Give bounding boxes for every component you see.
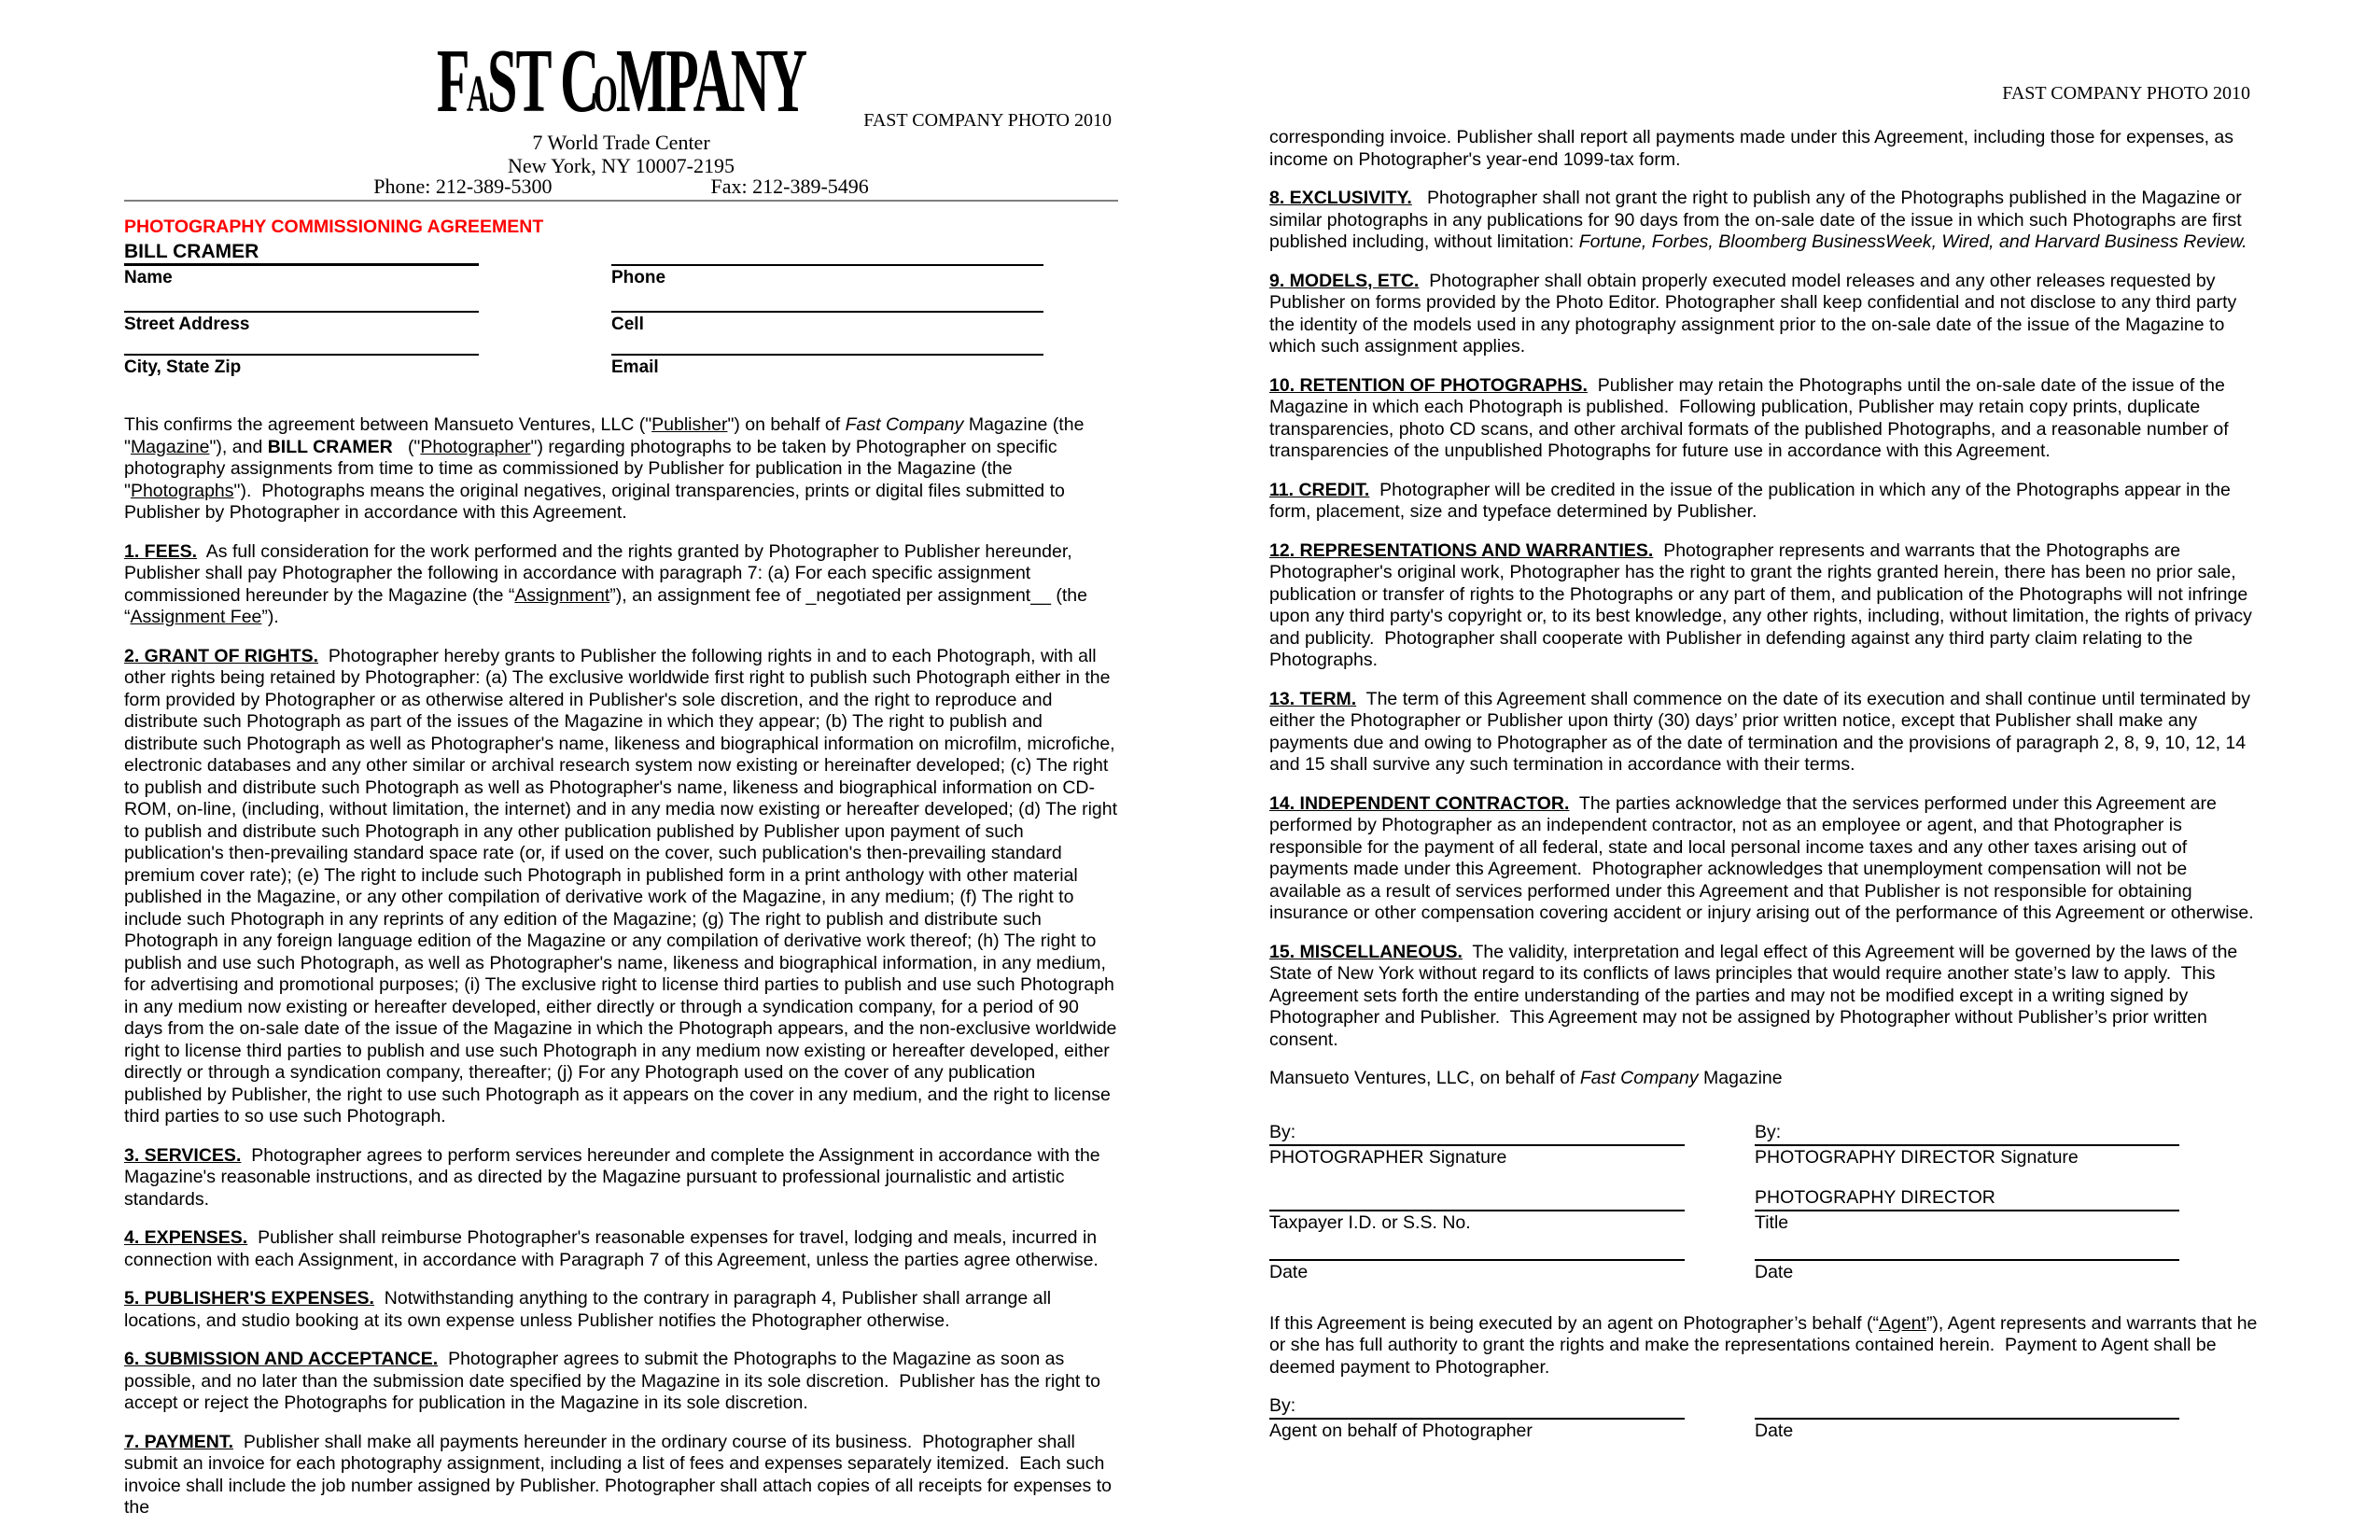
section-7-continuation: corresponding invoice. Publisher shall report all payments made under this Agreement, including those for expenses, as income on Photographer's year-end 1099-tax form.	[1269, 127, 2239, 170]
address-line-2: New York, NY 10007-2195	[507, 154, 735, 177]
mansueto-ventures-line: Mansueto Ventures, LLC, on behalf of Fast Company Magazine	[1269, 1068, 1783, 1088]
phone-field-label: Phone	[611, 268, 666, 287]
name-field-label: Name	[124, 268, 173, 287]
email-field	[611, 334, 1043, 356]
title-label: Title	[1755, 1211, 1789, 1233]
director-signature-line	[1755, 1122, 2179, 1146]
form-row-3	[124, 334, 1118, 356]
phone-number: Phone: 212-389-5300	[373, 175, 553, 198]
photographer-signature-line	[1269, 1122, 1685, 1146]
signature-block	[1269, 1122, 2263, 1442]
date-label-left: Date	[1269, 1261, 1309, 1282]
email-label: Email	[611, 357, 659, 377]
date-line-right	[1755, 1239, 2179, 1261]
street-address-field	[124, 287, 479, 313]
section-12-representations-warranties: 12. REPRESENTATIONS AND WARRANTIES. Photographer represents and warrants that the Photographs are Photographer's original work, Photographer has the right to grant the rights granted herein, there has been no prior sale, publication or transfer of rights to the Photographs or any part of them, and publication of the Photographs will not infringe upon any third party's copyright or, to its best knowledge, any other rights, including, without limitation, the rights of privacy and publicity. Photographer shall cooperate with Publisher in defending against any third party claim relating to the Photographs.	[1269, 539, 2258, 670]
by-label: By:	[1269, 1395, 1296, 1416]
intro-paragraph: This confirms the agreement between Mansueto Ventures, LLC ("Publisher") on behalf of Fast Company Magazine (the "Magazine"), and BILL CRAMER ("Photographer") regarding photographs to be taken by Photographer on specific photography assignments from time to time as commissioned by Publisher for publication in the Magazine (the "Photographs"). Photographs means the original negatives, original transparencies, prints or digital files submitted to Publisher by Photographer in accordance with this Agreement.	[124, 414, 1089, 523]
street-address-label: Street Address	[124, 315, 250, 334]
address-line-1: 7 World Trade Center	[532, 131, 710, 154]
date-line-left	[1269, 1239, 1685, 1261]
photographer-signature-label: PHOTOGRAPHER Signature	[1269, 1146, 1507, 1168]
page-2	[1269, 0, 2263, 1442]
section-4-expenses: 4. EXPENSES. Publisher shall reimburse Photographer's reasonable expenses for travel, lodging and meals, incurred in connection with each Assignment, in accordance with Paragraph 7 of this Agreement, unless the parties agree otherwise.	[124, 1227, 1102, 1270]
agent-signature-label: Agent on behalf of Photographer	[1269, 1420, 1533, 1441]
section-1-fees: 1. FEES. As full consideration for the work performed and the rights granted by Photographer to Publisher hereunder, Publisher shall pay Photographer the following in accordance with paragraph 7: (a) For each specific assignment commissioned hereunder by the Magazine (the “Assignment”), an assignment fee of _negotiated per assignment__ (the “Assignment Fee”).	[124, 540, 1093, 627]
section-11-credit: 11. CREDIT. Photographer will be credited in the issue of the publication in which any of the Photographs appear in the form, placement, size and typeface determined by Publisher.	[1269, 479, 2236, 522]
city-state-zip-field	[124, 334, 479, 356]
section-15-miscellaneous: 15. MISCELLANEOUS. The validity, interpretation and legal effect of this Agreement will be governed by the laws of the State of New York without regard to its conflicts of laws principles that would require another state’s law to apply. This Agreement sets forth the entire understanding of the parties and may not be modified except in a writing signed by Photographer and Publisher. This Agreement may not be assigned by Photographer without Publisher’s prior written consent.	[1269, 941, 2243, 1050]
name-field	[124, 238, 479, 266]
section-7-payment: 7. PAYMENT. Publisher shall make all payments hereunder in the ordinary course of its business. Photographer shall submit an invoice for each photography assignment, including a list of fees and expenses separately itemized. Each such invoice shall include the job number assigned by Publisher. Photographer shall attach copies of all receipts for expenses to the	[124, 1431, 1117, 1518]
section-14-independent-contractor: 14. INDEPENDENT CONTRACTOR. The parties acknowledge that the services performed under this Agreement are performed by Photographer as an independent contractor, not as an employee or agent, and that Photographer is responsible for the payment of all federal, state and local personal income taxes and any other taxes arising out of payments made under this Agreement. Photographer acknowledges that unemployment compensation will not be available as a result of services performed under this Agreement and that Publisher is not responsible for obtaining insurance or other compensation covering accident or injury arising out of the performance of this Agreement or otherwise.	[1269, 792, 2254, 923]
section-3-services: 3. SERVICES. Photographer agrees to perform services hereunder and complete the Assignment in accordance with the Magazine's reasonable instructions, and as directed by the Magazine pursuant to professional journalistic and artistic standards.	[124, 1144, 1106, 1210]
form-row-1	[124, 238, 1118, 266]
agent-clause: If this Agreement is being executed by an agent on Photographer’s behalf (“Agent”), Agent represents and warrants that he or she has full authority to grant the rights and make the representations contained herein. Payment to Agent shall be deemed payment to Photographer.	[1269, 1312, 2262, 1378]
cell-field	[611, 287, 1043, 313]
letterhead	[124, 0, 1118, 202]
title-line	[1755, 1187, 2179, 1211]
name-field-value: BILL CRAMER	[124, 241, 259, 262]
fast-company-logo-text: FAST COMPANY	[436, 31, 806, 131]
agent-date-line	[1755, 1397, 2179, 1420]
by-label: By:	[1755, 1122, 1782, 1142]
section-9-models-etc: 9. MODELS, ETC. Photographer shall obtain properly executed model releases and any other releases requested by Publisher on forms provided by the Photo Editor. Photographer shall keep confidential and not disclose to any third party the identity of the models used in any photography assignment prior to the on-sale date of the issue of the Magazine to which such assignment applies.	[1269, 270, 2242, 357]
page2-corner-tag: FAST COMPANY PHOTO 2010	[2002, 83, 2250, 104]
fast-company-logo	[124, 31, 1118, 131]
contact-form	[124, 238, 1118, 377]
page-1	[124, 0, 1123, 1519]
page1-corner-tag: FAST COMPANY PHOTO 2010	[863, 110, 1112, 131]
phone-fax-line	[124, 177, 1118, 196]
agent-date-label: Date	[1755, 1420, 1794, 1441]
city-state-zip-label: City, State Zip	[124, 357, 242, 377]
phone-field	[611, 238, 1043, 266]
taxpayer-id-line	[1269, 1187, 1685, 1211]
section-8-exclusivity: 8. EXCLUSIVITY. Photographer shall not grant the right to publish any of the Photographs published in the Magazine or similar photographs in any publications for 90 days from the on-sale date of the issue in which such Photographs are first published including, without limitation: Fortune, Forbes, Bloomberg BusinessWeek, Wired, and Harvard Business Review.	[1269, 188, 2247, 252]
cell-label: Cell	[611, 315, 644, 334]
by-label: By:	[1269, 1122, 1296, 1142]
section-10-retention-of-photographs: 10. RETENTION OF PHOTOGRAPHS. Publisher may retain the Photographs until the on-sale date of the issue of the Magazine in which each Photograph is published. Following publication, Publisher may retain copy prints, duplicate transparencies, photo CD scans, and other archival formats of the published Photographs, and a reasonable number of transparencies of the unpublished Photographs for future use in accordance with this Agreement.	[1269, 374, 2234, 461]
section-5-publishers-expenses: 5. PUBLISHER'S EXPENSES. Notwithstanding anything to the contrary in paragraph 4, Publisher shall arrange all locations, and studio booking at its own expense unless Publisher notifies the Photographer otherwise.	[124, 1288, 1057, 1331]
letterhead-divider	[124, 200, 1118, 202]
taxpayer-id-label: Taxpayer I.D. or S.S. No.	[1269, 1211, 1471, 1233]
date-label-right: Date	[1755, 1261, 1794, 1282]
director-signature-label: PHOTOGRAPHY DIRECTOR Signature	[1755, 1146, 2079, 1168]
document-title: PHOTOGRAPHY COMMISSIONING AGREEMENT	[124, 217, 544, 237]
agent-signature-line	[1269, 1397, 1685, 1420]
form-row-2	[124, 287, 1118, 313]
section-2-grant-of-rights: 2. GRANT OF RIGHTS. Photographer hereby grants to Publisher the following rights in and to each Photograph, with all other rights being retained by Photographer: (a) The exclusive worldwide first right to publish such Photograph either in the form provided by Photographer or as otherwise altered in Publisher's sole discretion, and the right to reproduce and distribute such Photograph as part of the issues of the Magazine in which they appear; (b) The right to publish and distribute such Photograph as well as Photographer's name, likeness and biographical information on microfilm, microfiche, electronic databases and any other similar or archival research system now existing or hereinafter developed; (c) The right to publish and distribute such Photograph as well as Photographer's name, likeness and biographical information on CD-ROM, on-line, (including, without limitation, the internet) and in any media now existing or hereafter developed; (d) The right to publish and distribute such Photograph in any other publication published by Publisher upon payment of such publication's then-prevailing standard space rate (or, if used on the cover, such publication's then-prevailing standard premium cover rate); (e) The right to include such Photograph in published form in a print anthology with other material published in the Magazine, or any other compilation of derivative work of the Magazine, in any medium; (f) The right to include such Photograph in any reprints of any edition of the Magazine; (g) The right to publish and distribute such Photograph in any foreign language edition of the Magazine or any compilation of derivative work thereof; (h) The right to publish and use such Photograph, as well as Photographer's name, likeness and biographical information, in any medium, for advertising and promotional purposes; (i) The exclusive right to license third parties to publish and use such Photograph in any medium now existing or hereafter developed, either directly or through a syndication company, for a period of 90 days from the on-sale date of the issue of the Magazine in which the Photograph appears, and the non-exclusive worldwide right to license third parties to publish and use such Photograph in any medium now existing or hereafter developed, either directly or through a syndication company, thereafter; (j) For any Photograph used on the cover of any publication published by Publisher, the right to use such Photograph as it appears on the cover in any medium, and the right to license third parties to so use such Photograph.	[124, 645, 1123, 1127]
section-6-submission-and-acceptance: 6. SUBMISSION AND ACCEPTANCE. Photographer agrees to submit the Photographs to the Magazine as soon as possible, and no later than the submission date specified by the Magazine in its sole discretion. Publisher has the right to accept or reject the Photographs for publication in the Magazine in its sole discretion.	[124, 1349, 1106, 1413]
section-13-term: 13. TERM. The term of this Agreement shall commence on the date of its execution and shall continue until terminated by either the Photographer or Publisher upon thirty (30) days’ prior written notice, except that Publisher shall make any payments due and owing to Photographer as of the date of termination and the provisions of paragraph 2, 8, 9, 10, 12, 14 and 15 shall survive any such termination in accordance with their terms.	[1269, 688, 2256, 775]
photography-director-value: PHOTOGRAPHY DIRECTOR	[1755, 1187, 1995, 1208]
fax-number: Fax: 212-389-5496	[710, 175, 869, 198]
